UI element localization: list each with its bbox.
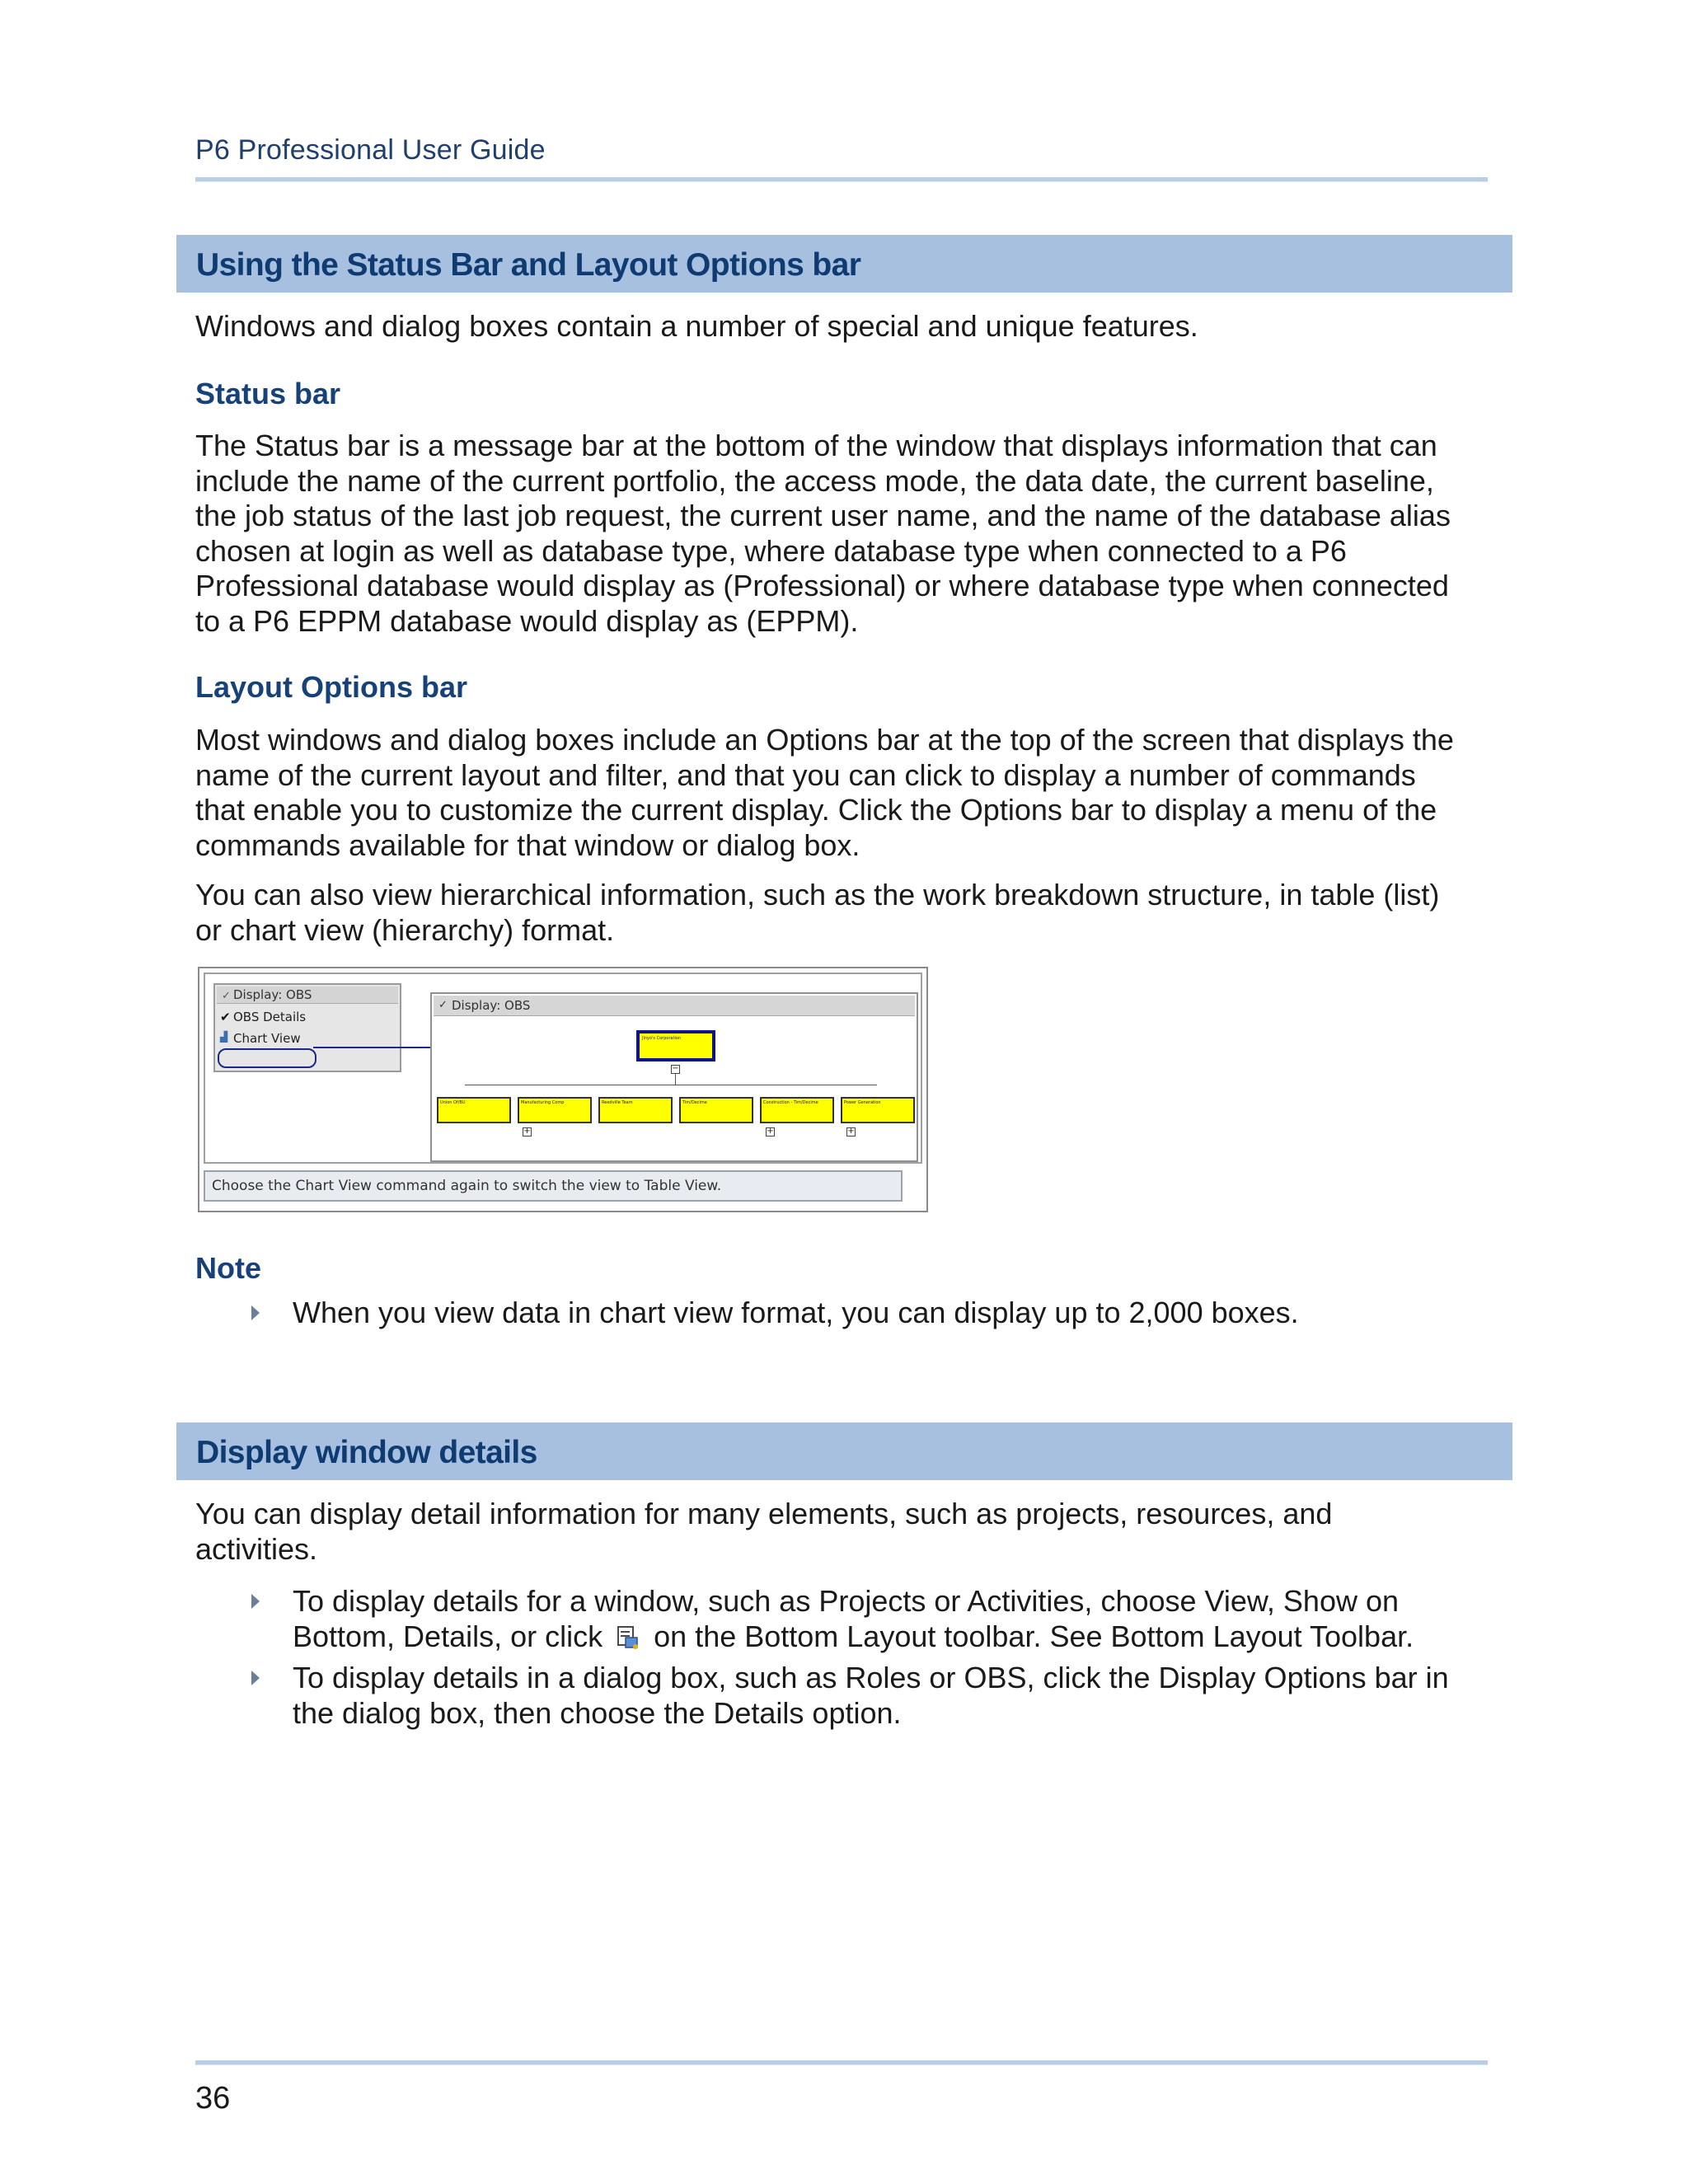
- chart-view-icon: ▟: [220, 1031, 228, 1043]
- text-line: You can display detail information for many elements, such as projects, resources, and: [195, 1497, 1333, 1530]
- org-child-node[interactable]: Manufacturing Comp: [518, 1097, 592, 1123]
- text-line: that enable you to customize the current display. Click the Options bar to display a menu of the: [195, 793, 1437, 827]
- text-line: Most windows and dialog boxes include an Options bar at the top of the screen that displays the: [195, 723, 1454, 757]
- obs-chart-pane: [430, 992, 918, 1162]
- check-icon: ✓: [222, 990, 231, 1002]
- text-line: To display details for a window, such as Projects or Activities, choose View, Show on: [293, 1584, 1400, 1618]
- org-child-node[interactable]: Tim/Decime: [679, 1097, 753, 1123]
- left-pane-title: Display: OBS: [233, 987, 312, 1002]
- text-line: name of the current layout and filter, and that you can click to display a number of commands: [195, 757, 1416, 792]
- bullet-arrow-icon: [251, 1671, 260, 1685]
- section-heading: Display window details: [196, 1435, 537, 1470]
- bullet-arrow-icon: [251, 1305, 260, 1320]
- text-line: chosen at login as well as database type, where database type when connected to a P6: [195, 533, 1347, 568]
- text-line: [293, 1619, 1496, 1655]
- text-line: The Status bar is a message bar at the bottom of the window that displays information that can: [195, 429, 1437, 462]
- right-pane-title: Display: OBS: [452, 998, 531, 1013]
- connector-line: [675, 1074, 676, 1085]
- org-root-node[interactable]: Jlnyo's Corporation: [636, 1030, 715, 1062]
- figure-window: [204, 972, 922, 1164]
- collapse-icon[interactable]: −: [672, 1064, 679, 1073]
- figure-status-message: Choose the Chart View command again to switch the view to Table View.: [204, 1170, 903, 1202]
- section-heading: Using the Status Bar and Layout Options bar: [196, 247, 861, 283]
- obs-chart-view-figure: [198, 967, 928, 1212]
- right-display-options-bar[interactable]: [434, 996, 915, 1016]
- status-bar-heading: Status bar: [195, 377, 341, 410]
- text-span: Bottom, Details, or click: [293, 1619, 603, 1653]
- check-icon: ✓: [438, 999, 448, 1011]
- org-child-node[interactable]: Reedville Team: [598, 1097, 673, 1123]
- page-number: 36: [195, 2081, 231, 2116]
- note-bullet: When you view data in chart view format, you can display up to 2,000 boxes.: [293, 1296, 1299, 1329]
- details-bullet: [293, 1661, 1496, 1731]
- text-line: the dialog box, then choose the Details option.: [293, 1695, 902, 1730]
- footer-rule: [195, 2060, 1488, 2065]
- org-child-node[interactable]: Construction - Tim/Decime: [760, 1097, 834, 1123]
- text-line: commands available for that window or dialog box.: [195, 827, 860, 862]
- intro-paragraph: Windows and dialog boxes contain a number of special and unique features.: [195, 309, 1198, 343]
- text-line: the job status of the last job request, the current user name, and the name of the database alias: [195, 499, 1451, 532]
- text-line: include the name of the current portfolio, the access mode, the data date, the current baseline,: [195, 463, 1434, 498]
- menu-item-obs-details[interactable]: OBS Details: [233, 1010, 307, 1024]
- expand-icon[interactable]: +: [767, 1127, 774, 1136]
- text-span: on the Bottom Layout toolbar. See Bottom Layout Toolbar.: [654, 1619, 1414, 1653]
- details-bullet: [293, 1584, 1496, 1654]
- expand-icon[interactable]: +: [523, 1127, 531, 1136]
- expand-icon[interactable]: +: [847, 1127, 855, 1136]
- details-icon[interactable]: [616, 1623, 640, 1647]
- text-line: to a P6 EPPM database would display as (EPPM).: [195, 603, 859, 638]
- text-line: You can also view hierarchical information, such as the work breakdown structure, in table (list): [195, 878, 1440, 912]
- text-line: Professional database would display as (Professional) or where database type when connected: [195, 569, 1449, 602]
- status-bar-paragraph: [195, 429, 1498, 639]
- details-intro-paragraph: [195, 1497, 1498, 1567]
- text-line: or chart view (hierarchy) format.: [195, 912, 615, 947]
- chart-view-highlight: [218, 1048, 316, 1068]
- text-line: To display details in a dialog box, such as Roles or OBS, click the Display Options bar in: [293, 1661, 1449, 1694]
- layout-options-paragraph: [195, 723, 1498, 863]
- note-heading: Note: [195, 1251, 261, 1285]
- header-rule: [195, 177, 1488, 182]
- hierarchy-paragraph: [195, 878, 1498, 948]
- section-heading-bar: [176, 1422, 1512, 1480]
- section-heading-bar: [176, 235, 1512, 293]
- menu-item-chart-view[interactable]: Chart View: [233, 1031, 301, 1046]
- display-options-menu: [213, 983, 401, 1072]
- running-header: P6 Professional User Guide: [195, 134, 546, 166]
- checkmark-icon: ✔: [220, 1010, 231, 1024]
- layout-options-heading: Layout Options bar: [195, 670, 468, 704]
- org-child-node[interactable]: Union Of/BU: [437, 1097, 511, 1123]
- text-line: activities.: [195, 1531, 318, 1566]
- org-child-node[interactable]: Power Generation: [841, 1097, 915, 1123]
- left-display-options-bar[interactable]: [217, 987, 398, 1004]
- bullet-arrow-icon: [251, 1594, 260, 1609]
